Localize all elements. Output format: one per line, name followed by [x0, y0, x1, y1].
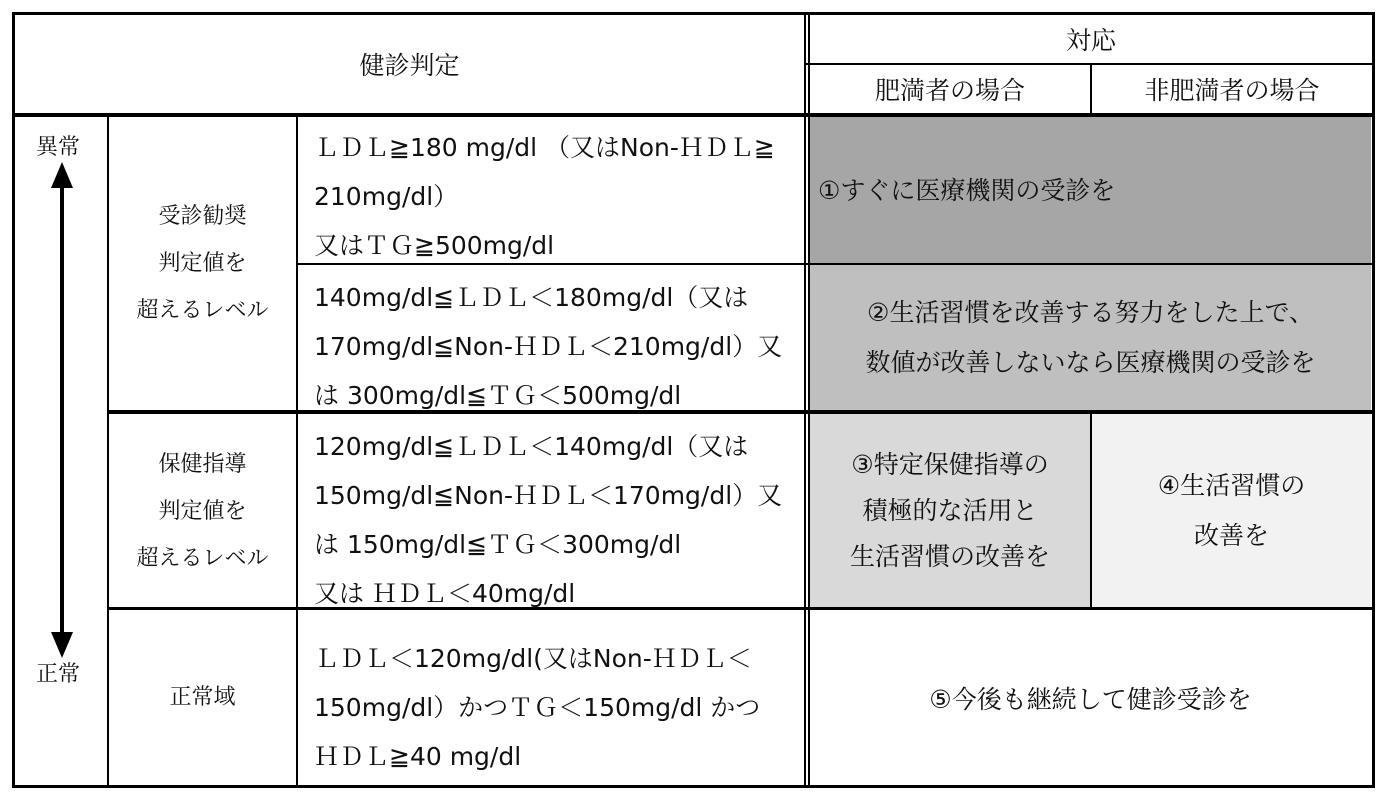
response-3-text	[810, 414, 1090, 608]
criteria-line: ＨＤＬ≧40 mg/dl	[314, 742, 522, 771]
header-obese: 肥満者の場合	[874, 76, 1025, 105]
header-non-obese: 非肥満者の場合	[1144, 76, 1320, 105]
response-2-text	[810, 265, 1371, 410]
response-3-line: 生活習慣の改善を	[849, 542, 1050, 571]
criteria-line: 150mg/dl）かつＴＧ＜150mg/dl かつ	[314, 693, 761, 722]
header-judgement: 健診判定	[359, 51, 460, 80]
criteria-line: 120mg/dl≦ＬＤＬ＜140mg/dl（又は	[314, 432, 749, 461]
level-referral-line: 超えるレベル	[136, 297, 269, 323]
response-3-line: ③特定保健指導の	[851, 450, 1049, 479]
response-2-line: 数値が改善しないなら医療機関の受診を	[865, 347, 1316, 377]
level-guidance	[109, 414, 296, 608]
criteria-line: は 150mg/dl≦ＴＧ＜300mg/dl	[314, 530, 682, 559]
criteria-line: は 300mg/dl≦ＴＧ＜500mg/dl	[314, 381, 682, 410]
criteria-2	[298, 265, 804, 410]
response-5-text: ⑤今後も継続して健診受診を	[929, 684, 1252, 714]
response-3-line: 積極的な活用と	[862, 496, 1038, 525]
criteria-line: 210mg/dl）	[314, 182, 459, 211]
level-referral-line: 受診勧奨	[158, 203, 247, 229]
criteria-line: 又はＴＧ≧500mg/dl	[314, 231, 555, 260]
response-4-line: ④生活習慣の	[1157, 471, 1306, 500]
response-4-text	[1092, 414, 1371, 608]
header-response: 対応	[1065, 26, 1116, 55]
level-referral	[109, 115, 296, 411]
criteria-line: 140mg/dl≦ＬＤＬ＜180mg/dl（又は	[314, 283, 749, 312]
level-normal: 正常域	[169, 685, 236, 710]
criteria-3	[298, 414, 804, 607]
level-guidance-line: 判定値を	[158, 498, 247, 524]
level-guidance-line: 保健指導	[158, 451, 247, 477]
criteria-line: 150mg/dl≦Non-ＨＤＬ＜170mg/dl）又	[314, 481, 783, 510]
response-1-text: ①すぐに医療機関の受診を	[818, 176, 1116, 205]
criteria-line: 又は ＨＤＬ＜40mg/dl	[314, 579, 576, 608]
response-2-line: ②生活習慣を改善する努力をした上で、	[867, 297, 1314, 327]
criteria-line: ＬＤＬ≧180 mg/dl （又はNon-ＨＤＬ≧	[314, 133, 775, 162]
criteria-line: ＬＤＬ＜120mg/dl(又はNon-ＨＤＬ＜	[314, 644, 752, 673]
criteria-line: 170mg/dl≦Non-ＨＤＬ＜210mg/dl）又	[314, 332, 783, 361]
axis-top-label: 異常	[36, 135, 81, 160]
level-guidance-line: 超えるレベル	[136, 545, 269, 571]
level-referral-line: 判定値を	[158, 250, 247, 276]
abnormal-normal-arrow	[46, 162, 78, 658]
criteria-4	[298, 610, 804, 785]
axis-bottom-label: 正常	[36, 662, 81, 687]
criteria-1	[298, 115, 804, 263]
response-4-line: 改善を	[1193, 521, 1269, 550]
